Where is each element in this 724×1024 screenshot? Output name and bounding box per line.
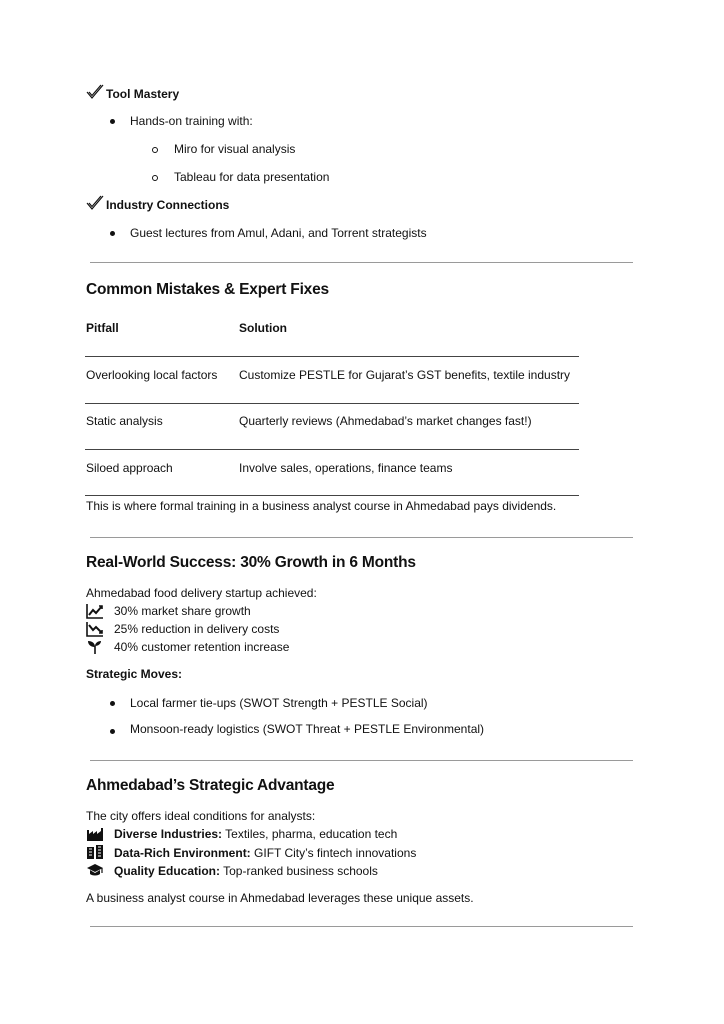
advantage-heading: Ahmedabad’s Strategic Advantage [86, 777, 335, 794]
table-rule [85, 495, 579, 496]
check-mark-icon [86, 84, 104, 100]
advantage-intro: The city offers ideal conditions for analysts: [86, 809, 316, 823]
advantage-item [114, 864, 378, 878]
section-divider [90, 760, 633, 761]
advantage-outro: A business analyst course in Ahmedabad leverages these unique assets. [86, 891, 474, 905]
section-divider [90, 926, 633, 927]
chart-down-icon [86, 621, 104, 637]
bullet-dot [110, 231, 115, 236]
bullet-dot [110, 701, 115, 706]
factory-icon [86, 826, 104, 842]
table-header-pitfall: Pitfall [86, 321, 119, 335]
mistakes-heading: Common Mistakes & Expert Fixes [86, 281, 329, 298]
sub-bullet-ring [152, 147, 158, 153]
advantage-item-text: Top-ranked business schools [220, 864, 378, 878]
bullet-dot [110, 729, 115, 734]
industry-connections-heading: Industry Connections [106, 198, 230, 212]
mistakes-footer: This is where formal training in a business analyst course in Ahmedabad pays dividends. [86, 499, 557, 513]
bullet-dot [110, 119, 115, 124]
tool-mastery-bullet: Hands-on training with: [130, 114, 253, 128]
tool-sub-item: Miro for visual analysis [174, 142, 296, 156]
table-cell-solution: Customize PESTLE for Gujarat’s GST benefits, textile industry [239, 368, 571, 382]
table-cell-pitfall: Static analysis [86, 414, 163, 428]
table-cell-solution: Quarterly reviews (Ahmedabad’s market changes fast!) [239, 414, 532, 428]
advantage-item-label: Diverse Industries: [114, 827, 223, 841]
advantage-item-text: GIFT City’s fintech innovations [250, 846, 417, 860]
section-divider [90, 262, 633, 263]
graduation-cap-icon [86, 862, 104, 878]
success-stat: 40% customer retention increase [114, 640, 290, 654]
advantage-item-label: Data-Rich Environment: [114, 846, 251, 860]
strategic-moves-heading: Strategic Moves: [86, 667, 183, 681]
building-icon [86, 844, 104, 860]
table-cell-solution: Involve sales, operations, finance teams [239, 461, 453, 475]
success-stat: 30% market share growth [114, 604, 251, 618]
industry-bullet: Guest lectures from Amul, Adani, and Torrent strategists [130, 226, 427, 240]
table-rule [85, 356, 579, 357]
strategic-move: Local farmer tie-ups (SWOT Strength + PESTLE Social) [130, 696, 428, 710]
tool-sub-item: Tableau for data presentation [174, 170, 330, 184]
success-intro: Ahmedabad food delivery startup achieved: [86, 586, 317, 600]
success-heading: Real-World Success: 30% Growth in 6 Months [86, 554, 416, 571]
table-cell-pitfall: Siloed approach [86, 461, 173, 475]
advantage-item-label: Quality Education: [114, 864, 221, 878]
chart-up-icon [86, 603, 104, 619]
sub-bullet-ring [152, 175, 158, 181]
sprout-icon [86, 639, 104, 655]
section-divider [90, 537, 633, 538]
success-stat: 25% reduction in delivery costs [114, 622, 280, 636]
table-rule [85, 449, 579, 450]
advantage-item [114, 846, 416, 860]
advantage-item-text: Textiles, pharma, education tech [222, 827, 398, 841]
tool-mastery-heading: Tool Mastery [106, 87, 180, 101]
strategic-move: Monsoon-ready logistics (SWOT Threat + PESTLE Environmental) [130, 722, 485, 736]
table-rule [85, 403, 579, 404]
table-cell-pitfall: Overlooking local factors [86, 368, 218, 382]
check-mark-icon [86, 195, 104, 211]
advantage-item [114, 827, 397, 841]
table-header-solution: Solution [239, 321, 287, 335]
